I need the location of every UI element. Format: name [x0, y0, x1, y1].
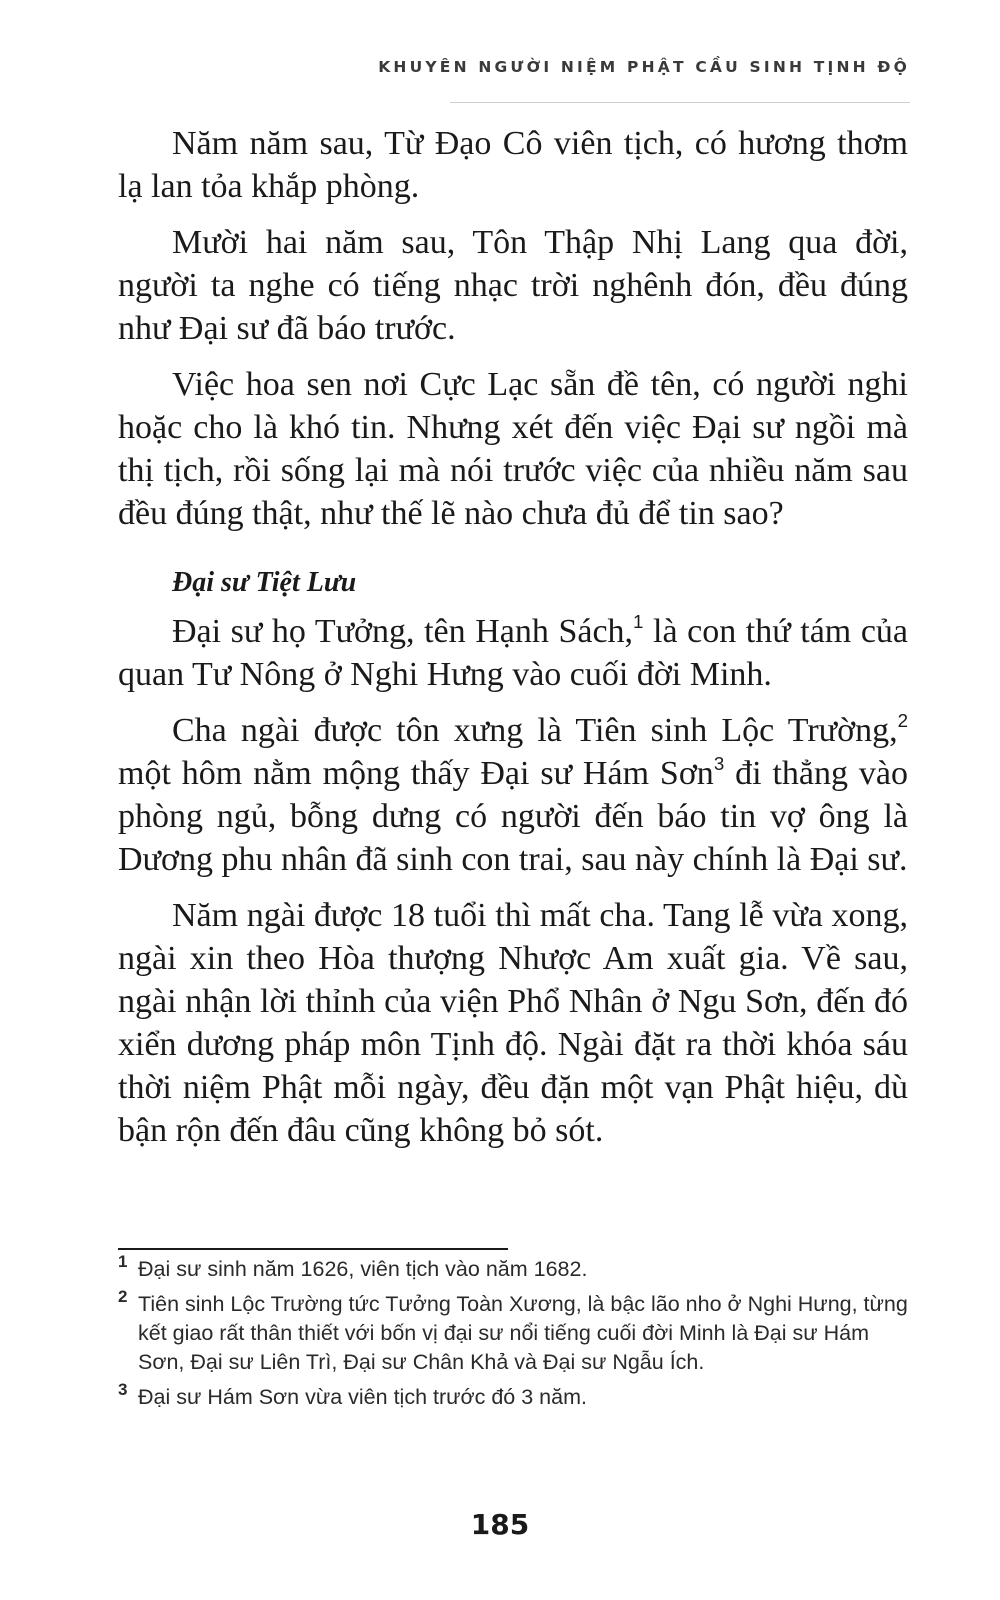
page-number: 185	[470, 1508, 530, 1541]
footnote-ref-3: 3	[713, 752, 725, 774]
footnote-number: 3	[118, 1380, 128, 1399]
paragraph-4-text-b: là con thứ tám của quan Tư Nông ở Nghi Hưng vào cuối đời Minh.	[118, 613, 908, 693]
footnote-text: Đại sư sinh năm 1626, viên tịch vào năm 1682.	[138, 1257, 588, 1281]
header-rule	[450, 102, 910, 103]
paragraph-4-text-a: Đại sư họ Tưởng, tên Hạnh Sách,	[172, 613, 634, 650]
paragraph-1: Năm năm sau, Từ Đạo Cô viên tịch, có hương thơm lạ lan tỏa khắp phòng.	[118, 125, 908, 205]
running-header: KHUYÊN NGƯỜI NIỆM PHẬT CẦU SINH TỊNH ĐỘ	[378, 58, 910, 76]
paragraph-5-text-b: một hôm nằm mộng thấy Đại sư Hám Sơn	[118, 755, 714, 792]
footnote-3	[118, 1380, 908, 1412]
paragraph-3: Việc hoa sen nơi Cực Lạc sẵn đề tên, có người nghi hoặc cho là khó tin. Nhưng xét đến việc Đại sư ngồi mà thị tịch, rồi sống lại mà nói trước việc của nhiều năm sau đều đúng thật, như thế lẽ nào chưa đủ để tin sao?	[118, 366, 908, 532]
footnote-ref-2: 2	[897, 709, 908, 731]
body-text	[118, 122, 908, 1165]
footnote-1	[118, 1252, 908, 1284]
footnote-text: Tiên sinh Lộc Trường tức Tưởng Toàn Xương, là bậc lão nho ở Nghi Hưng, từng kết giao rất thân thiết với bốn vị đại sư nổi tiếng cuối đời Minh là Đại sư Hám Sơn, Đại sư Liên Trì, Đại sư Chân Khả và Đại sư Ngẫu Ích.	[138, 1292, 908, 1374]
paragraph-5	[118, 709, 908, 881]
section-heading: Đại sư Tiệt Lưu	[172, 567, 357, 598]
paragraph-4	[118, 610, 908, 696]
footnote-number: 1	[118, 1252, 128, 1271]
footnote-2	[118, 1287, 908, 1377]
footnotes	[118, 1252, 908, 1418]
paragraph-5-text-c: đi thẳng vào phòng ngủ, bỗng dưng có người đến báo tin vợ ông là Dương phu nhân đã sinh con trai, sau này chính là Đại sư.	[118, 755, 908, 878]
footnote-number: 2	[118, 1287, 128, 1306]
footnote-ref-1: 1	[633, 610, 644, 632]
paragraph-2: Mười hai năm sau, Tôn Thập Nhị Lang qua đời, người ta nghe có tiếng nhạc trời nghênh đón, đều đúng như Đại sư đã báo trước.	[118, 224, 908, 347]
footnote-rule	[118, 1248, 508, 1250]
footnote-text: Đại sư Hám Sơn vừa viên tịch trước đó 3 năm.	[138, 1385, 587, 1409]
paragraph-6: Năm ngài được 18 tuổi thì mất cha. Tang lễ vừa xong, ngài xin theo Hòa thượng Nhược Am xuất gia. Về sau, ngài nhận lời thỉnh của viện Phổ Nhân ở Ngu Sơn, đến đó xiển dương pháp môn Tịnh độ. Ngài đặt ra thời khóa sáu thời niệm Phật mỗi ngày, đều đặn một vạn Phật hiệu, dù bận rộn đến đâu cũng không bỏ sót.	[118, 897, 908, 1149]
paragraph-5-text-a: Cha ngài được tôn xưng là Tiên sinh Lộc Trường,	[172, 712, 898, 749]
